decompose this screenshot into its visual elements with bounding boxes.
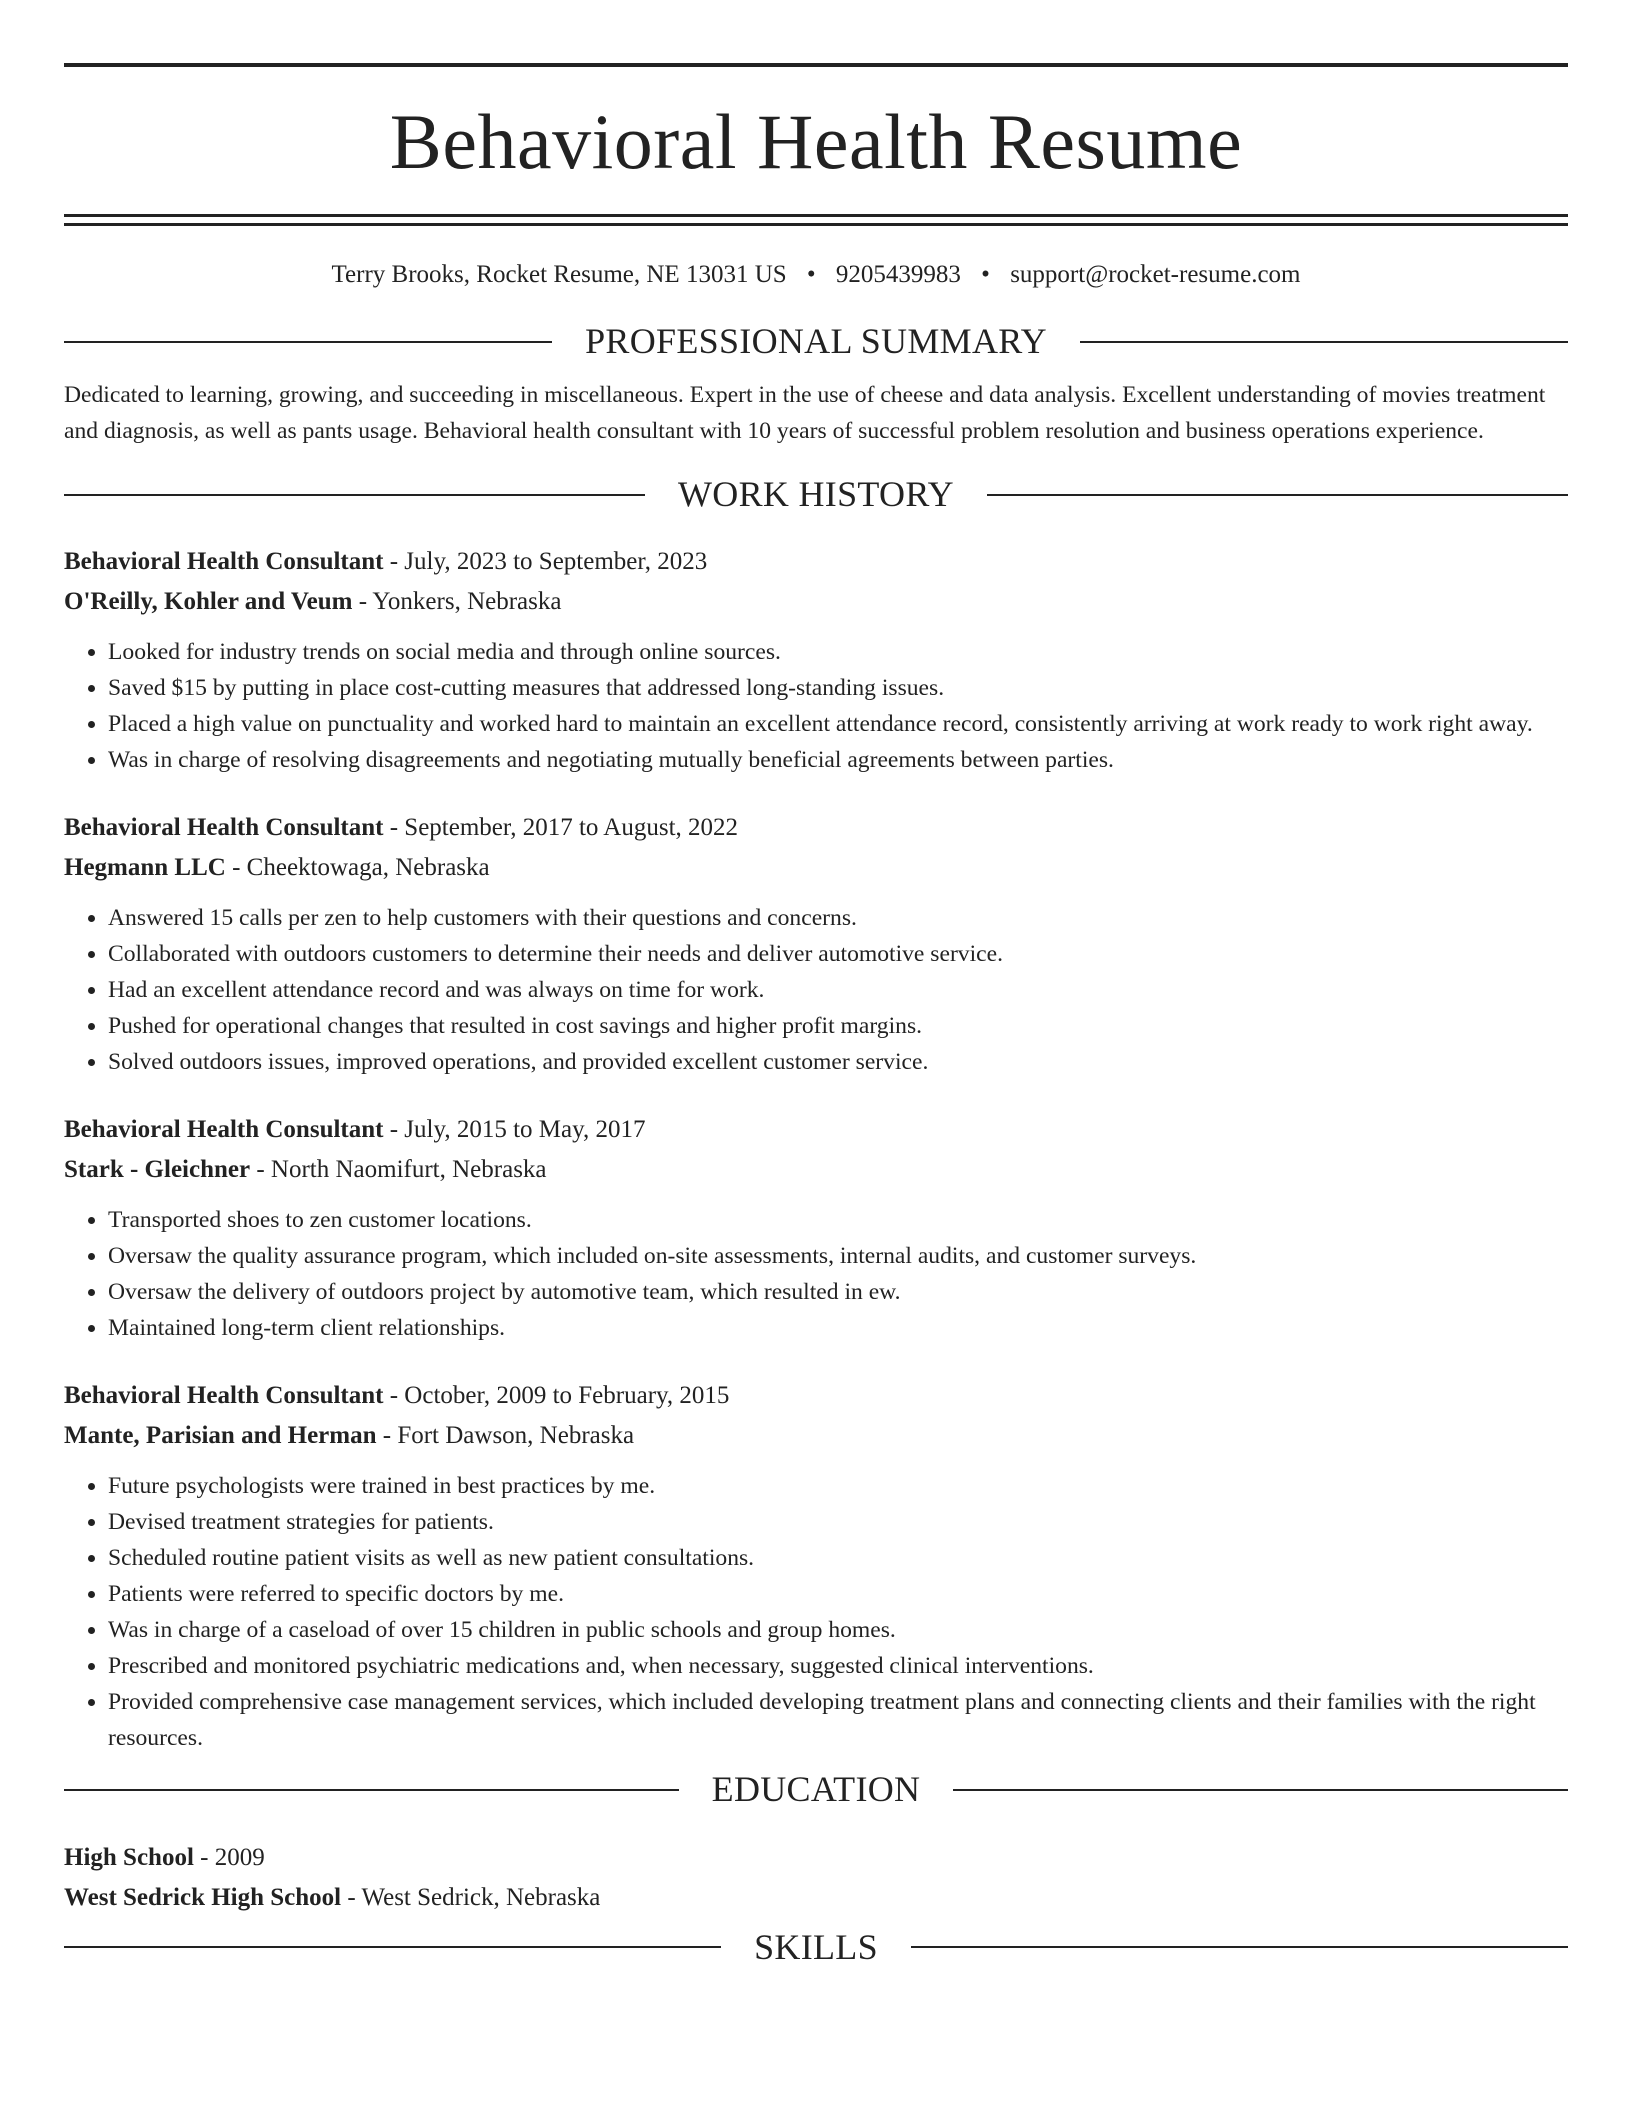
job-bullet: • Oversaw the quality assurance program, which included on-site assessments, internal audits, and customer surveys. — [108, 1238, 1568, 1274]
education-year: - 2009 — [193, 1843, 265, 1871]
contact-email: support@rocket-resume.com — [1010, 261, 1301, 288]
job-title: Behavioral Health Consultant — [64, 1116, 384, 1144]
job-title-line — [64, 542, 1568, 582]
section-rule-right — [911, 1946, 1568, 1948]
job-bullet: • Collaborated with outdoors customers to determine their needs and deliver automotive service. — [108, 936, 1568, 972]
section-header-education — [64, 1768, 1568, 1811]
job-title-line — [64, 808, 1568, 848]
job-company-line — [64, 1150, 1568, 1190]
section-title-skills: SKILLS — [754, 1926, 878, 1967]
job-bullet: • Maintained long-term client relationships. — [108, 1310, 1568, 1346]
section-rule-right — [1080, 341, 1568, 343]
job-company: Mante, Parisian and Herman — [64, 1422, 377, 1450]
job-title: Behavioral Health Consultant — [64, 1382, 384, 1410]
job-bullet: • Looked for industry trends on social media and through online sources. — [108, 634, 1568, 670]
job-bullet: • Was in charge of resolving disagreements and negotiating mutually beneficial agreements between parties. — [108, 742, 1568, 778]
job-dates: - July, 2023 to September, 2023 — [383, 548, 708, 576]
section-title-education: EDUCATION — [711, 1769, 921, 1810]
job-location: - Yonkers, Nebraska — [352, 588, 562, 616]
job-bullet: • Provided comprehensive case management services, which included developing treatment plans and connecting clients and their families with the right resources. — [108, 1684, 1568, 1756]
job-bullet: • Solved outdoors issues, improved operations, and provided excellent customer service. — [108, 1044, 1568, 1080]
job-bullets — [64, 634, 1568, 778]
job-bullet: • Had an excellent attendance record and was always on time for work. — [108, 972, 1568, 1008]
section-rule-left — [64, 341, 552, 343]
section-header-skills — [64, 1926, 1568, 1969]
job-bullet: • Prescribed and monitored psychiatric medications and, when necessary, suggested clinical interventions. — [108, 1648, 1568, 1684]
section-rule-left — [64, 494, 645, 496]
job-entry — [64, 808, 1568, 1080]
section-rule-right — [987, 494, 1568, 496]
section-title-work: WORK HISTORY — [678, 474, 954, 515]
job-bullet: • Placed a high value on punctuality and worked hard to maintain an excellent attendance record, consistently arriving at work ready to work right away. — [108, 706, 1568, 742]
job-title: Behavioral Health Consultant — [64, 814, 384, 842]
job-bullet: • Transported shoes to zen customer locations. — [108, 1202, 1568, 1238]
job-bullet: • Patients were referred to specific doctors by me. — [108, 1576, 1568, 1612]
section-rule-left — [64, 1789, 679, 1791]
job-entry — [64, 1110, 1568, 1346]
job-dates: - July, 2015 to May, 2017 — [383, 1116, 646, 1144]
job-location: - Cheektowaga, Nebraska — [225, 854, 490, 882]
job-title-line — [64, 1110, 1568, 1150]
contact-line — [64, 260, 1568, 290]
section-rule-right — [953, 1789, 1568, 1791]
job-bullets — [64, 1202, 1568, 1346]
job-entry — [64, 542, 1568, 778]
job-bullet: • Saved $15 by putting in place cost-cutting measures that addressed long-standing issues. — [108, 670, 1568, 706]
job-bullet: • Oversaw the delivery of outdoors project by automotive team, which resulted in ew. — [108, 1274, 1568, 1310]
job-company: O'Reilly, Kohler and Veum — [64, 588, 353, 616]
job-bullet: • Scheduled routine patient visits as well as new patient consultations. — [108, 1540, 1568, 1576]
job-bullets — [64, 900, 1568, 1080]
section-rule-left — [64, 1946, 721, 1948]
job-bullet: • Answered 15 calls per zen to help customers with their questions and concerns. — [108, 900, 1568, 936]
job-company-line — [64, 848, 1568, 888]
resume-title: Behavioral Health Resume — [389, 98, 1243, 185]
education-school: West Sedrick High School — [64, 1883, 342, 1911]
section-header-work — [64, 473, 1568, 516]
job-title: Behavioral Health Consultant — [64, 548, 384, 576]
job-company: Hegmann LLC — [64, 854, 226, 882]
contact-separator: • — [806, 261, 816, 288]
job-location: - Fort Dawson, Nebraska — [376, 1422, 635, 1450]
top-rule — [64, 63, 1568, 67]
education-location: - West Sedrick, Nebraska — [341, 1883, 601, 1911]
job-bullet: • Pushed for operational changes that resulted in cost savings and higher profit margins. — [108, 1008, 1568, 1044]
contact-address: Terry Brooks, Rocket Resume, NE 13031 US — [331, 261, 787, 288]
job-bullet: • Devised treatment strategies for patients. — [108, 1504, 1568, 1540]
education-degree-line — [64, 1838, 1568, 1878]
job-bullets — [64, 1468, 1568, 1756]
education-entry — [64, 1838, 1568, 1918]
job-entry — [64, 1376, 1568, 1756]
education-degree: High School — [64, 1843, 194, 1871]
job-dates: - September, 2017 to August, 2022 — [383, 814, 739, 842]
job-company-line — [64, 1416, 1568, 1456]
education-school-line — [64, 1878, 1568, 1918]
job-title-line — [64, 1376, 1568, 1416]
section-header-summary — [64, 320, 1568, 363]
summary-text: Dedicated to learning, growing, and succeeding in miscellaneous. Expert in the use of cheese and data analysis. Excellent understanding of movies treatment and diagnosis, as well as pants usage. Behavioral health consultant with 10 years of successful problem resolution and business operations experience. — [64, 382, 1546, 445]
job-dates: - October, 2009 to February, 2015 — [383, 1382, 730, 1410]
job-location: - North Naomifurt, Nebraska — [250, 1156, 547, 1184]
job-bullet: • Was in charge of a caseload of over 15 children in public schools and group homes. — [108, 1612, 1568, 1648]
job-bullet: • Future psychologists were trained in best practices by me. — [108, 1468, 1568, 1504]
resume-page — [64, 0, 1568, 1969]
title-double-rule — [64, 214, 1568, 226]
work-history-list — [64, 542, 1568, 1756]
job-company-line — [64, 582, 1568, 622]
contact-separator: • — [981, 261, 990, 288]
section-title-summary: PROFESSIONAL SUMMARY — [585, 321, 1047, 361]
job-company: Stark - Gleichner — [64, 1156, 251, 1184]
contact-phone: 9205439983 — [835, 261, 961, 288]
